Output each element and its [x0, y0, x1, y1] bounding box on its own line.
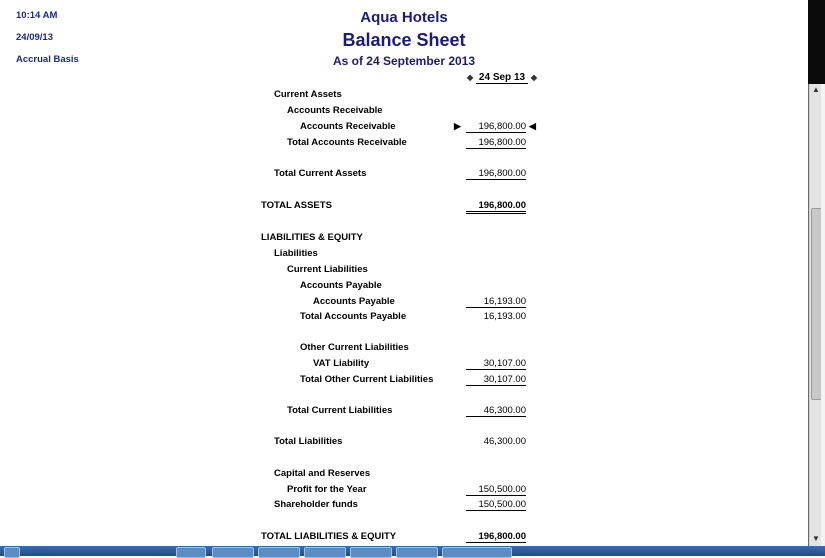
column-header-label: 24 Sep 13: [476, 72, 528, 84]
row-ar-account[interactable]: Accounts Receivable: [300, 121, 396, 132]
value-total-current-liabilities[interactable]: 46,300.00: [466, 405, 526, 417]
window-edge: [821, 84, 825, 546]
selection-right-marker-icon: ◀: [529, 121, 536, 131]
row-vat-liability[interactable]: VAT Liability: [313, 358, 370, 369]
row-total-other-cl[interactable]: Total Other Current Liabilities: [300, 374, 434, 385]
scroll-down-icon[interactable]: ▼: [812, 534, 820, 543]
value-total-liabilities[interactable]: 46,300.00: [483, 436, 526, 447]
taskbar-button[interactable]: [350, 547, 392, 558]
row-ap-group[interactable]: Accounts Payable: [300, 280, 382, 291]
value-total-current-assets[interactable]: 196,800.00: [466, 168, 526, 180]
column-resize-right-icon[interactable]: ◆: [530, 73, 538, 82]
taskbar-button[interactable]: [212, 547, 254, 558]
value-profit-year[interactable]: 150,500.00: [466, 484, 526, 496]
column-resize-left-icon[interactable]: ◆: [466, 73, 474, 82]
taskbar-button[interactable]: [176, 547, 206, 558]
value-vat-liability[interactable]: 30,107.00: [466, 358, 526, 370]
taskbar-button[interactable]: [442, 547, 512, 558]
start-button[interactable]: [4, 547, 20, 558]
value-total-assets[interactable]: 196,800.00: [466, 200, 526, 214]
row-other-current-liabilities[interactable]: Other Current Liabilities: [300, 342, 409, 353]
value-ar-account[interactable]: 196,800.00: [466, 121, 526, 133]
report-time: 10:14 AM: [16, 10, 58, 21]
value-total-ap[interactable]: 16,193.00: [483, 311, 526, 322]
row-shareholder-funds[interactable]: Shareholder funds: [274, 499, 358, 510]
row-total-ar[interactable]: Total Accounts Receivable: [287, 137, 407, 148]
company-name: Aqua Hotels: [360, 9, 448, 26]
report-basis: Accrual Basis: [16, 54, 79, 65]
row-profit-year[interactable]: Profit for the Year: [287, 484, 367, 495]
value-shareholder-funds[interactable]: 150,500.00: [466, 499, 526, 511]
row-capital-reserves[interactable]: Capital and Reserves: [274, 468, 371, 479]
taskbar-button[interactable]: [396, 547, 438, 558]
value-total-other-cl[interactable]: 30,107.00: [466, 374, 526, 386]
window-dark-edge: [808, 0, 825, 84]
value-ap-account[interactable]: 16,193.00: [466, 296, 526, 308]
taskbar-button[interactable]: [304, 547, 346, 558]
row-liabilities-equity[interactable]: LIABILITIES & EQUITY: [261, 232, 363, 243]
report-title: Balance Sheet: [342, 30, 466, 50]
row-total-ap[interactable]: Total Accounts Payable: [300, 311, 407, 322]
row-ap-account[interactable]: Accounts Payable: [313, 296, 395, 307]
row-total-current-assets[interactable]: Total Current Assets: [274, 168, 367, 179]
taskbar: [0, 546, 825, 556]
taskbar-button[interactable]: [258, 547, 300, 558]
value-total-liab-equity[interactable]: 196,800.00: [466, 531, 526, 543]
report-date: 24/09/13: [16, 32, 53, 43]
row-liabilities[interactable]: Liabilities: [274, 248, 318, 259]
row-total-liabilities[interactable]: Total Liabilities: [274, 436, 343, 447]
row-current-liabilities[interactable]: Current Liabilities: [287, 264, 368, 275]
selection-left-marker-icon: ▶: [454, 121, 461, 131]
scroll-up-icon[interactable]: ▲: [812, 85, 820, 94]
column-header[interactable]: [452, 72, 552, 83]
value-total-ar[interactable]: 196,800.00: [466, 137, 526, 149]
row-total-liab-equity[interactable]: TOTAL LIABILITIES & EQUITY: [261, 531, 397, 542]
report-date-range: As of 24 September 2013: [332, 54, 476, 68]
row-total-assets[interactable]: TOTAL ASSETS: [261, 200, 332, 211]
row-ar-group[interactable]: Accounts Receivable: [287, 105, 383, 116]
row-current-assets[interactable]: Current Assets: [274, 89, 342, 100]
row-total-current-liabilities[interactable]: Total Current Liabilities: [287, 405, 393, 416]
